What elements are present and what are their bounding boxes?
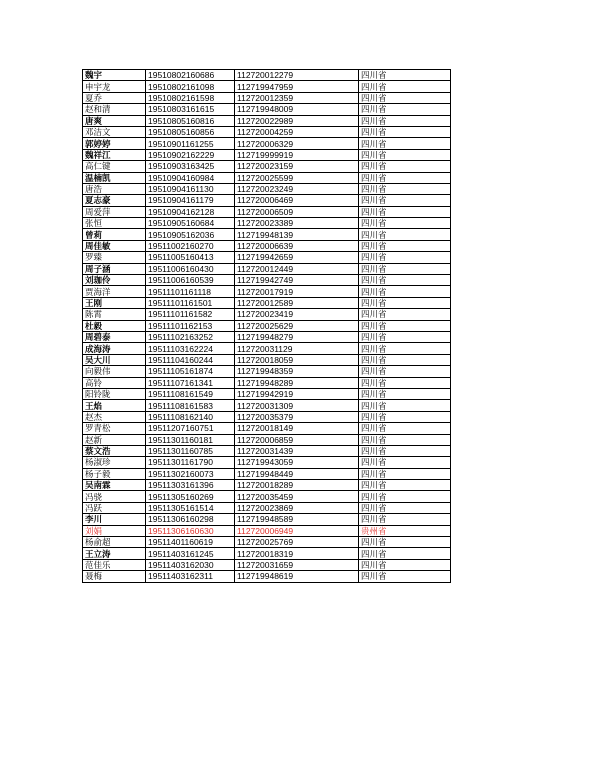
number-cell: 112719948589 [235, 514, 359, 525]
id-cell: 19511108161583 [146, 400, 235, 411]
id-cell: 19511306160298 [146, 514, 235, 525]
table-row [83, 81, 451, 92]
id-cell: 19510904161179 [146, 195, 235, 206]
id-cell: 19511301160785 [146, 445, 235, 456]
name-cell: 魏祥江 [83, 149, 146, 160]
province-cell: 四川省 [359, 297, 451, 308]
number-cell: 112720035459 [235, 491, 359, 502]
table-row [83, 206, 451, 217]
name-cell: 周爱萍 [83, 206, 146, 217]
id-cell: 19511403162030 [146, 559, 235, 570]
name-cell: 吴南霖 [83, 480, 146, 491]
name-cell: 温楠凯 [83, 172, 146, 183]
id-cell: 19511107161341 [146, 377, 235, 388]
province-cell: 四川省 [359, 229, 451, 240]
province-cell: 四川省 [359, 388, 451, 399]
number-cell: 112720022989 [235, 115, 359, 126]
province-cell: 四川省 [359, 457, 451, 468]
id-cell: 19511306160630 [146, 525, 235, 536]
number-cell: 112720006509 [235, 206, 359, 217]
table-row [83, 525, 451, 536]
number-cell: 112719948009 [235, 104, 359, 115]
table-row [83, 252, 451, 263]
id-cell: 19511104160244 [146, 354, 235, 365]
name-cell: 周子涵 [83, 263, 146, 274]
table-row [83, 183, 451, 194]
table-row [83, 491, 451, 502]
name-cell: 高仁键 [83, 161, 146, 172]
id-cell: 19511006160539 [146, 275, 235, 286]
id-cell: 19510805160856 [146, 126, 235, 137]
student-table [82, 69, 451, 583]
name-cell: 冯骁 [83, 491, 146, 502]
name-cell: 冯跃 [83, 502, 146, 513]
table-row [83, 514, 451, 525]
number-cell: 112719948359 [235, 366, 359, 377]
number-cell: 112720006949 [235, 525, 359, 536]
table-row [83, 548, 451, 559]
number-cell: 112719942659 [235, 252, 359, 263]
name-cell: 杨子毅 [83, 468, 146, 479]
id-cell: 19511108161549 [146, 388, 235, 399]
number-cell: 112720012279 [235, 70, 359, 81]
name-cell: 夏乔 [83, 92, 146, 103]
table-row [83, 445, 451, 456]
number-cell: 112720023389 [235, 218, 359, 229]
table-row [83, 92, 451, 103]
number-cell: 112719948279 [235, 331, 359, 342]
id-cell: 19510802161598 [146, 92, 235, 103]
province-cell: 四川省 [359, 491, 451, 502]
name-cell: 张恒 [83, 218, 146, 229]
province-cell: 四川省 [359, 331, 451, 342]
id-cell: 19511301160181 [146, 434, 235, 445]
id-cell: 19511101161118 [146, 286, 235, 297]
number-cell: 112720025599 [235, 172, 359, 183]
name-cell: 阳铃陇 [83, 388, 146, 399]
province-cell: 四川省 [359, 92, 451, 103]
table-row [83, 343, 451, 354]
province-cell: 四川省 [359, 423, 451, 434]
name-cell: 王立涛 [83, 548, 146, 559]
number-cell: 112720031659 [235, 559, 359, 570]
name-cell: 李川 [83, 514, 146, 525]
table-row [83, 240, 451, 251]
id-cell: 19511101161501 [146, 297, 235, 308]
number-cell: 112719948289 [235, 377, 359, 388]
number-cell: 112720031309 [235, 400, 359, 411]
table-row [83, 70, 451, 81]
province-cell: 四川省 [359, 206, 451, 217]
table-row [83, 195, 451, 206]
id-cell: 19510904161130 [146, 183, 235, 194]
id-cell: 19510901161255 [146, 138, 235, 149]
id-cell: 19511105161874 [146, 366, 235, 377]
name-cell: 高铃 [83, 377, 146, 388]
province-cell: 四川省 [359, 514, 451, 525]
id-cell: 19511006160430 [146, 263, 235, 274]
name-cell: 邓洁文 [83, 126, 146, 137]
number-cell: 112720018289 [235, 480, 359, 491]
number-cell: 112720023419 [235, 309, 359, 320]
number-cell: 112720031129 [235, 343, 359, 354]
table-row [83, 263, 451, 274]
province-cell: 四川省 [359, 195, 451, 206]
id-cell: 19511303161396 [146, 480, 235, 491]
table-row [83, 457, 451, 468]
id-cell: 19510802161098 [146, 81, 235, 92]
name-cell: 向毅伟 [83, 366, 146, 377]
province-cell: 四川省 [359, 263, 451, 274]
province-cell: 四川省 [359, 366, 451, 377]
province-cell: 四川省 [359, 138, 451, 149]
table-row [83, 331, 451, 342]
id-cell: 19511207160751 [146, 423, 235, 434]
province-cell: 四川省 [359, 320, 451, 331]
table-row [83, 172, 451, 183]
province-cell: 四川省 [359, 70, 451, 81]
id-cell: 19511005160413 [146, 252, 235, 263]
number-cell: 112720017919 [235, 286, 359, 297]
province-cell: 四川省 [359, 115, 451, 126]
province-cell: 贵州省 [359, 525, 451, 536]
number-cell: 112720018059 [235, 354, 359, 365]
province-cell: 四川省 [359, 377, 451, 388]
id-cell: 19510904160984 [146, 172, 235, 183]
id-cell: 19511103162224 [146, 343, 235, 354]
name-cell: 王焰 [83, 400, 146, 411]
number-cell: 112720023249 [235, 183, 359, 194]
province-cell: 四川省 [359, 149, 451, 160]
province-cell: 四川省 [359, 468, 451, 479]
number-cell: 112719948449 [235, 468, 359, 479]
number-cell: 112720031439 [235, 445, 359, 456]
table-row [83, 229, 451, 240]
table-row [83, 423, 451, 434]
province-cell: 四川省 [359, 275, 451, 286]
id-cell: 19511301161790 [146, 457, 235, 468]
province-cell: 四川省 [359, 240, 451, 251]
province-cell: 四川省 [359, 81, 451, 92]
province-cell: 四川省 [359, 126, 451, 137]
table-row [83, 377, 451, 388]
province-cell: 四川省 [359, 559, 451, 570]
name-cell: 罗臻 [83, 252, 146, 263]
name-cell: 夏志豪 [83, 195, 146, 206]
province-cell: 四川省 [359, 172, 451, 183]
number-cell: 112719942919 [235, 388, 359, 399]
table-row [83, 411, 451, 422]
table-row [83, 320, 451, 331]
number-cell: 112719947959 [235, 81, 359, 92]
name-cell: 赵新 [83, 434, 146, 445]
name-cell: 刘珈伶 [83, 275, 146, 286]
id-cell: 19510805160816 [146, 115, 235, 126]
table-row [83, 115, 451, 126]
province-cell: 四川省 [359, 400, 451, 411]
table-row [83, 309, 451, 320]
table-row [83, 126, 451, 137]
table-row [83, 559, 451, 570]
table-row [83, 400, 451, 411]
name-cell: 魏宇 [83, 70, 146, 81]
province-cell: 四川省 [359, 343, 451, 354]
name-cell: 唐浩 [83, 183, 146, 194]
number-cell: 112720023869 [235, 502, 359, 513]
number-cell: 112720035379 [235, 411, 359, 422]
number-cell: 112720012589 [235, 297, 359, 308]
province-cell: 四川省 [359, 161, 451, 172]
table-row [83, 161, 451, 172]
name-cell: 赵杰 [83, 411, 146, 422]
number-cell: 112719948139 [235, 229, 359, 240]
table-row [83, 149, 451, 160]
id-cell: 19511302160073 [146, 468, 235, 479]
number-cell: 112719999919 [235, 149, 359, 160]
name-cell: 蔡文浩 [83, 445, 146, 456]
number-cell: 112720006329 [235, 138, 359, 149]
province-cell: 四川省 [359, 183, 451, 194]
table-row [83, 297, 451, 308]
name-cell: 刘娟 [83, 525, 146, 536]
table-row [83, 286, 451, 297]
id-cell: 19510905162036 [146, 229, 235, 240]
number-cell: 112720023159 [235, 161, 359, 172]
name-cell: 陈霄 [83, 309, 146, 320]
table-row [83, 571, 451, 582]
name-cell: 申宇龙 [83, 81, 146, 92]
province-cell: 四川省 [359, 218, 451, 229]
name-cell: 赵和清 [83, 104, 146, 115]
province-cell: 四川省 [359, 434, 451, 445]
number-cell: 112720012449 [235, 263, 359, 274]
name-cell: 周佳敏 [83, 240, 146, 251]
name-cell: 王刚 [83, 297, 146, 308]
id-cell: 19510905160684 [146, 218, 235, 229]
number-cell: 112719943059 [235, 457, 359, 468]
id-cell: 19511002160270 [146, 240, 235, 251]
name-cell: 吴大川 [83, 354, 146, 365]
province-cell: 四川省 [359, 502, 451, 513]
number-cell: 112720025629 [235, 320, 359, 331]
table-row [83, 138, 451, 149]
id-cell: 19510902162229 [146, 149, 235, 160]
name-cell: 杨俞超 [83, 537, 146, 548]
id-cell: 19511102163252 [146, 331, 235, 342]
table-row [83, 218, 451, 229]
province-cell: 四川省 [359, 252, 451, 263]
name-cell: 成海涛 [83, 343, 146, 354]
id-cell: 19510903163425 [146, 161, 235, 172]
name-cell: 范佳乐 [83, 559, 146, 570]
number-cell: 112720025769 [235, 537, 359, 548]
id-cell: 19511305161514 [146, 502, 235, 513]
id-cell: 19510802160686 [146, 70, 235, 81]
number-cell: 112720018319 [235, 548, 359, 559]
name-cell: 郭婷婷 [83, 138, 146, 149]
number-cell: 112720006859 [235, 434, 359, 445]
number-cell: 112720004259 [235, 126, 359, 137]
province-cell: 四川省 [359, 354, 451, 365]
table-row [83, 480, 451, 491]
name-cell: 曾莉 [83, 229, 146, 240]
table-row [83, 354, 451, 365]
id-cell: 19511101162153 [146, 320, 235, 331]
table-row [83, 537, 451, 548]
province-cell: 四川省 [359, 309, 451, 320]
id-cell: 19510803161615 [146, 104, 235, 115]
number-cell: 112719948619 [235, 571, 359, 582]
province-cell: 四川省 [359, 537, 451, 548]
id-cell: 19511101161582 [146, 309, 235, 320]
province-cell: 四川省 [359, 548, 451, 559]
province-cell: 四川省 [359, 445, 451, 456]
name-cell: 唐爽 [83, 115, 146, 126]
name-cell: 聂梅 [83, 571, 146, 582]
number-cell: 112720012359 [235, 92, 359, 103]
name-cell: 贾海洋 [83, 286, 146, 297]
number-cell: 112720006639 [235, 240, 359, 251]
table-row [83, 366, 451, 377]
id-cell: 19511108162140 [146, 411, 235, 422]
table-row [83, 275, 451, 286]
id-cell: 19511403161245 [146, 548, 235, 559]
table-row [83, 468, 451, 479]
table-row [83, 502, 451, 513]
name-cell: 罗青松 [83, 423, 146, 434]
name-cell: 杜毅 [83, 320, 146, 331]
table-body [83, 70, 451, 583]
number-cell: 112719942749 [235, 275, 359, 286]
table-row [83, 388, 451, 399]
number-cell: 112720006469 [235, 195, 359, 206]
name-cell: 周碧泰 [83, 331, 146, 342]
province-cell: 四川省 [359, 571, 451, 582]
id-cell: 19510904162128 [146, 206, 235, 217]
table-row [83, 104, 451, 115]
province-cell: 四川省 [359, 286, 451, 297]
name-cell: 杨淑珍 [83, 457, 146, 468]
table-row [83, 434, 451, 445]
id-cell: 19511403162311 [146, 571, 235, 582]
id-cell: 19511401160619 [146, 537, 235, 548]
province-cell: 四川省 [359, 480, 451, 491]
id-cell: 19511305160269 [146, 491, 235, 502]
province-cell: 四川省 [359, 104, 451, 115]
number-cell: 112720018149 [235, 423, 359, 434]
province-cell: 四川省 [359, 411, 451, 422]
